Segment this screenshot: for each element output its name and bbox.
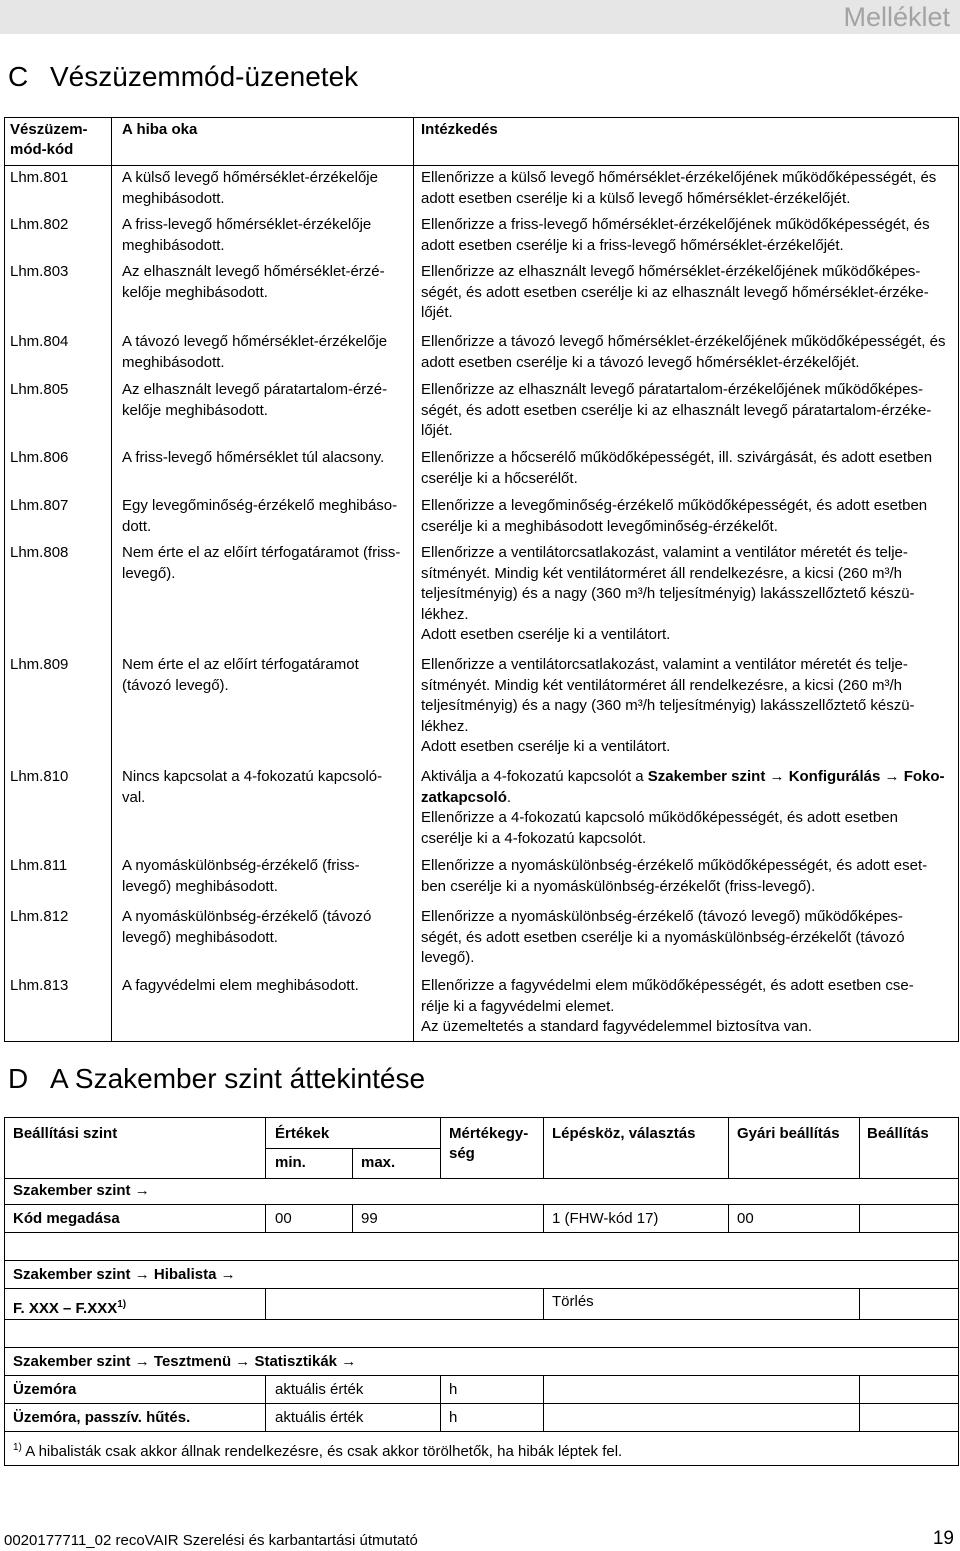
row-code: Lhm.804 (10, 333, 69, 350)
row-cause: Egy levegőminőség-érzékelő meghibáso- dott. (122, 497, 398, 535)
row-action: Ellenőrizze a ventilátorcsatlakozást, valamint a ventilátor méretét és telje- sítményét. Mindig két ventilátorméret áll rendelkezésre, a kicsi (260 m³/h teljesítményig) és a nagy (360 m³/h teljesítményig) lakásszellőztető készü- lékhez. Adott esetben cserélje ki a ventilátort. (421, 544, 915, 643)
col-header-step: Lépésköz, választás (552, 1125, 696, 1142)
arrow-right-icon: → (134, 1182, 150, 1199)
code-entry-max: 99 (361, 1210, 378, 1227)
col-header-max: max. (361, 1154, 396, 1171)
row-action: Ellenőrizze a levegőminőség-érzékelő működőképességét, és adott esetben cserélje ki a meghibásodott levegőminőség-érzékelőt. (421, 497, 928, 535)
col-header-unit: Mértékegy- ség (449, 1125, 529, 1162)
col-header-code: Vészüzem- mód-kód (10, 121, 88, 158)
arrow-right-icon: → (769, 768, 785, 785)
row-cause: A távozó levegő hőmérséklet-érzékelője meghibásodott. (122, 333, 388, 371)
row-code: Lhm.802 (10, 216, 69, 233)
row-cause: A nyomáskülönbség-érzékelő (friss- levegő) meghibásodott. (122, 857, 360, 895)
row-cause: A friss-levegő hőmérséklet túl alacsony. (122, 449, 385, 466)
row-action: Ellenőrizze a külső levegő hőmérséklet-érzékelőjének működőképességét, és adott esetben cserélje ki a külső levegő hőmérséklet-érzékelőjét. (421, 169, 937, 207)
row-code: Lhm.809 (10, 656, 69, 673)
row-code: Lhm.808 (10, 544, 69, 561)
col-header-action: Intézkedés (421, 121, 498, 138)
row-cause: Az elhasznált levegő hőmérséklet-érzé- kelője meghibásodott. (122, 263, 385, 301)
row-code: Lhm.812 (10, 908, 69, 925)
specialist-level-table (4, 1117, 959, 1466)
col-header-setting: Beállítás (867, 1125, 929, 1142)
section-d-letter: D (8, 1063, 29, 1094)
col-header-values: Értékek (275, 1125, 330, 1142)
menu-path-step-switch: Foko- zatkapcsoló (421, 768, 945, 806)
passive-cooling-hours-label: Üzemóra, passzív. hűtés. (13, 1409, 191, 1426)
row-action: Ellenőrizze a távozó levegő hőmérséklet-érzékelőjének működőképességét, és adott esetben cserélje ki a távozó levegő hőmérséklet-érzékelőjét. (421, 333, 946, 371)
row-cause: Nem érte el az előírt térfogatáramot (friss-levegő). (122, 544, 401, 582)
row-cause: Nincs kapcsolat a 4-fokozatú kapcsoló- val. (122, 768, 383, 806)
row-action: Ellenőrizze az elhasznált levegő páratartalom-érzékelőjének működőképes- ségét, és adott esetben cserélje ki az elhasznált levegő páratartalom-érzéke- lőjét. (421, 381, 932, 439)
section-c-letter: C (8, 61, 29, 92)
arrow-right-icon: → (134, 1266, 150, 1283)
footer-document-title: 0020177711_02 recoVAIR Szerelési és karbantartási útmutató (4, 1532, 418, 1549)
code-entry-step: 1 (FHW-kód 17) (552, 1210, 659, 1227)
header-band (0, 0, 960, 34)
row-cause: A friss-levegő hőmérséklet-érzékelője meghibásodott. (122, 216, 372, 254)
code-entry-label: Kód megadása (13, 1210, 120, 1227)
row-action (421, 767, 951, 849)
row-code: Lhm.813 (10, 977, 69, 994)
page-number: 19 (932, 1528, 954, 1549)
row-cause: A nyomáskülönbség-érzékelő (távozó levegő) meghibásodott. (122, 908, 372, 946)
arrow-right-icon: → (884, 768, 900, 785)
group-specialist-level: Szakember szint → (13, 1182, 150, 1199)
section-c-heading: Vészüzemmód-üzenetek (50, 61, 359, 92)
action-text: Ellenőrizze a 4-fokozatú kapcsoló működőképességét, és adott esetben cserélje ki a 4-fokozatú kapcsolót. (421, 809, 898, 847)
row-action: Ellenőrizze a fagyvédelmi elem működőképességét, és adott esetben cse- rélje ki a fagyvédelmi elemet. Az üzemeltetés a standard fagyvédelemmel biztosítva van. (421, 977, 914, 1035)
row-code: Lhm.811 (10, 857, 68, 874)
section-d-heading: A Szakember szint áttekintése (50, 1063, 426, 1094)
row-code: Lhm.801 (10, 169, 69, 186)
row-action: Ellenőrizze a nyomáskülönbség-érzékelő működőképességét, és adott eset- ben cserélje ki a nyomáskülönbség-érzékelőt (friss-levegő). (421, 857, 928, 895)
group-statistics: Szakember szint → Tesztmenü → Statisztikák → (13, 1353, 357, 1370)
row-action: Ellenőrizze a ventilátorcsatlakozást, valamint a ventilátor méretét és telje- sítményét. Mindig két ventilátorméret áll rendelkezésre, a kicsi (260 m³/h teljesítményig) és a nagy (360 m³/h teljesítményig) lakásszellőztető készü- lékhez. Adott esetben cserélje ki a ventilátort. (421, 656, 915, 755)
row-action: Ellenőrizze a hőcserélő működőképességét, ill. szivárgását, és adott esetben cserélje ki a hőcserélőt. (421, 449, 933, 487)
row-action: Ellenőrizze a friss-levegő hőmérséklet-érzékelőjének működőképességét, és adott esetben cserélje ki a friss-levegő hőmérséklet-érzékelőjét. (421, 216, 930, 254)
row-cause: A külső levegő hőmérséklet-érzékelője meghibásodott. (122, 169, 378, 207)
operating-hours-unit: h (449, 1381, 458, 1398)
row-code: Lhm.806 (10, 449, 69, 466)
col-header-cause: A hiba oka (122, 121, 198, 138)
row-cause: Az elhasznált levegő páratartalom-érzé- kelője meghibásodott. (122, 381, 388, 419)
row-action: Ellenőrizze a nyomáskülönbség-érzékelő (távozó levegő) működőképes- ségét, és adott esetben cserélje ki a nyomáskülönbség-érzékelőt (távozó levegő). (421, 908, 905, 966)
footnote: $^{1)}$ A hibalisták csak akkor állnak rendelkezésre, és csak akkor törölhetők, ha hibák léptek fel. (13, 1442, 623, 1460)
section-c-title (8, 60, 358, 94)
footnote-ref: 1) (117, 1299, 127, 1310)
operating-hours-label: Üzemóra (13, 1381, 77, 1398)
passive-cooling-hours-unit: h (449, 1409, 458, 1426)
passive-cooling-hours-value: aktuális érték (275, 1409, 364, 1426)
emergency-messages-table (4, 117, 959, 1042)
row-action: Ellenőrizze az elhasznált levegő hőmérséklet-érzékelőjének működőképes- ségét, és adott esetben cserélje ki az elhasznált levegő hőmérséklet-érzéke- lőjét. (421, 263, 929, 321)
menu-path-configuration: Konfigurálás (788, 768, 881, 785)
col-header-default: Gyári beállítás (737, 1125, 840, 1142)
arrow-right-icon: → (220, 1266, 236, 1283)
row-code: Lhm.803 (10, 263, 69, 280)
col-header-setting-level: Beállítási szint (13, 1125, 118, 1142)
operating-hours-value: aktuális érték (275, 1381, 364, 1398)
row-code: Lhm.805 (10, 381, 69, 398)
menu-path-specialist: Szakember szint (647, 768, 766, 785)
group-fault-list: Szakember szint → Hibalista → (13, 1266, 236, 1283)
fault-step: Törlés (552, 1293, 594, 1310)
arrow-right-icon: → (235, 1353, 251, 1370)
action-text: . (506, 788, 512, 806)
col-header-min: min. (275, 1154, 306, 1171)
fault-label: F. XXX – F.XXX$^{1)}$ (13, 1299, 127, 1317)
action-text: Aktiválja a 4-fokozatú kapcsolót a (421, 768, 648, 785)
row-cause: Nem érte el az előírt térfogatáramot (távozó levegő). (122, 656, 359, 694)
section-header-title: Melléklet (843, 2, 950, 32)
section-d-title (8, 1062, 425, 1096)
code-entry-min: 00 (275, 1210, 292, 1227)
row-cause: A fagyvédelmi elem meghibásodott. (122, 977, 359, 994)
row-code: Lhm.807 (10, 497, 69, 514)
arrow-right-icon: → (134, 1353, 150, 1370)
code-entry-default: 00 (737, 1210, 754, 1227)
row-code: Lhm.810 (10, 768, 69, 785)
arrow-right-icon: → (341, 1353, 357, 1370)
